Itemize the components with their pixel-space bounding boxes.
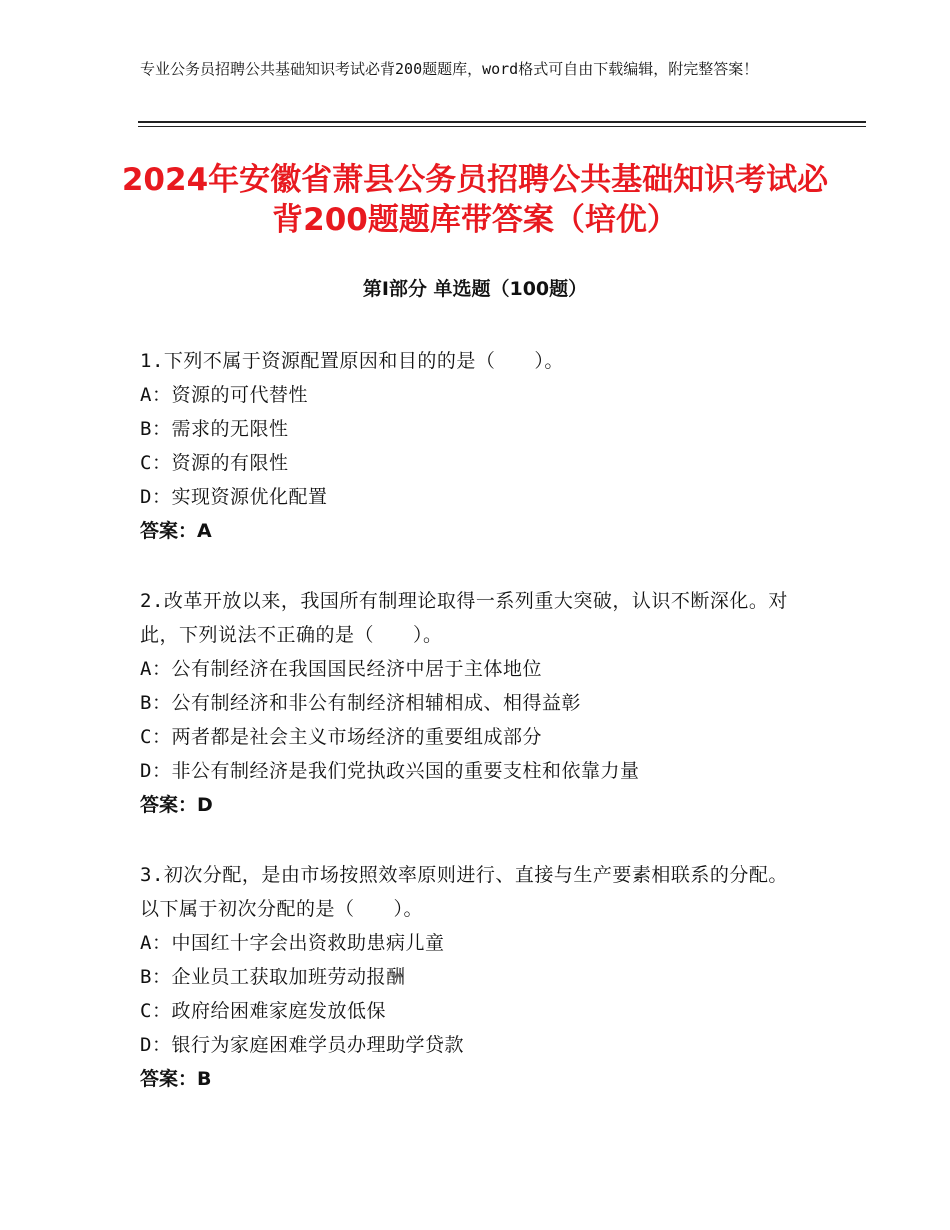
option-d: D：非公有制经济是我们党执政兴国的重要支柱和依靠力量 xyxy=(140,760,640,782)
section-title: 第Ⅰ部分 单选题（100题） xyxy=(362,278,588,300)
option-a: A：公有制经济在我国国民经济中居于主体地位 xyxy=(140,658,542,680)
option-b: B：公有制经济和非公有制经济相辅相成、相得益彰 xyxy=(140,692,581,714)
option-b: B：企业员工获取加班劳动报酬 xyxy=(140,966,406,988)
option-b: B：需求的无限性 xyxy=(140,418,289,440)
option-c: C：政府给困难家庭发放低保 xyxy=(140,1000,386,1022)
question-1 xyxy=(140,344,800,548)
question-stem: 2.改革开放以来，我国所有制理论取得一系列重大突破，认识不断深化。对此，下列说法不正确的是（ ）。 xyxy=(140,590,788,646)
question-stem: 1.下列不属于资源配置原因和目的的是（ ）。 xyxy=(140,350,564,372)
question-2 xyxy=(140,584,800,822)
question-3 xyxy=(140,858,800,1096)
option-d: D：实现资源优化配置 xyxy=(140,486,328,508)
option-d: D：银行为家庭困难学员办理助学贷款 xyxy=(140,1034,464,1056)
question-stem: 3.初次分配，是由市场按照效率原则进行、直接与生产要素相联系的分配。以下属于初次分配的是（ ）。 xyxy=(140,864,788,920)
option-c: C：资源的有限性 xyxy=(140,452,289,474)
header-rule-thick xyxy=(138,121,866,123)
answer: 答案：D xyxy=(140,794,213,816)
option-a: A：中国红十字会出资救助患病儿童 xyxy=(140,932,445,954)
answer: 答案：B xyxy=(140,1068,212,1090)
answer: 答案：A xyxy=(140,520,212,542)
option-c: C：两者都是社会主义市场经济的重要组成部分 xyxy=(140,726,542,748)
question-list xyxy=(140,344,800,1132)
option-a: A：资源的可代替性 xyxy=(140,384,308,406)
document-title: 2024年安徽省萧县公务员招聘公共基础知识考试必背200题题库带答案（培优） xyxy=(121,162,829,238)
header-note: 专业公务员招聘公共基础知识考试必背200题题库，word格式可自由下载编辑，附完整答案！ xyxy=(140,60,759,78)
header-rule-thin xyxy=(138,126,866,127)
